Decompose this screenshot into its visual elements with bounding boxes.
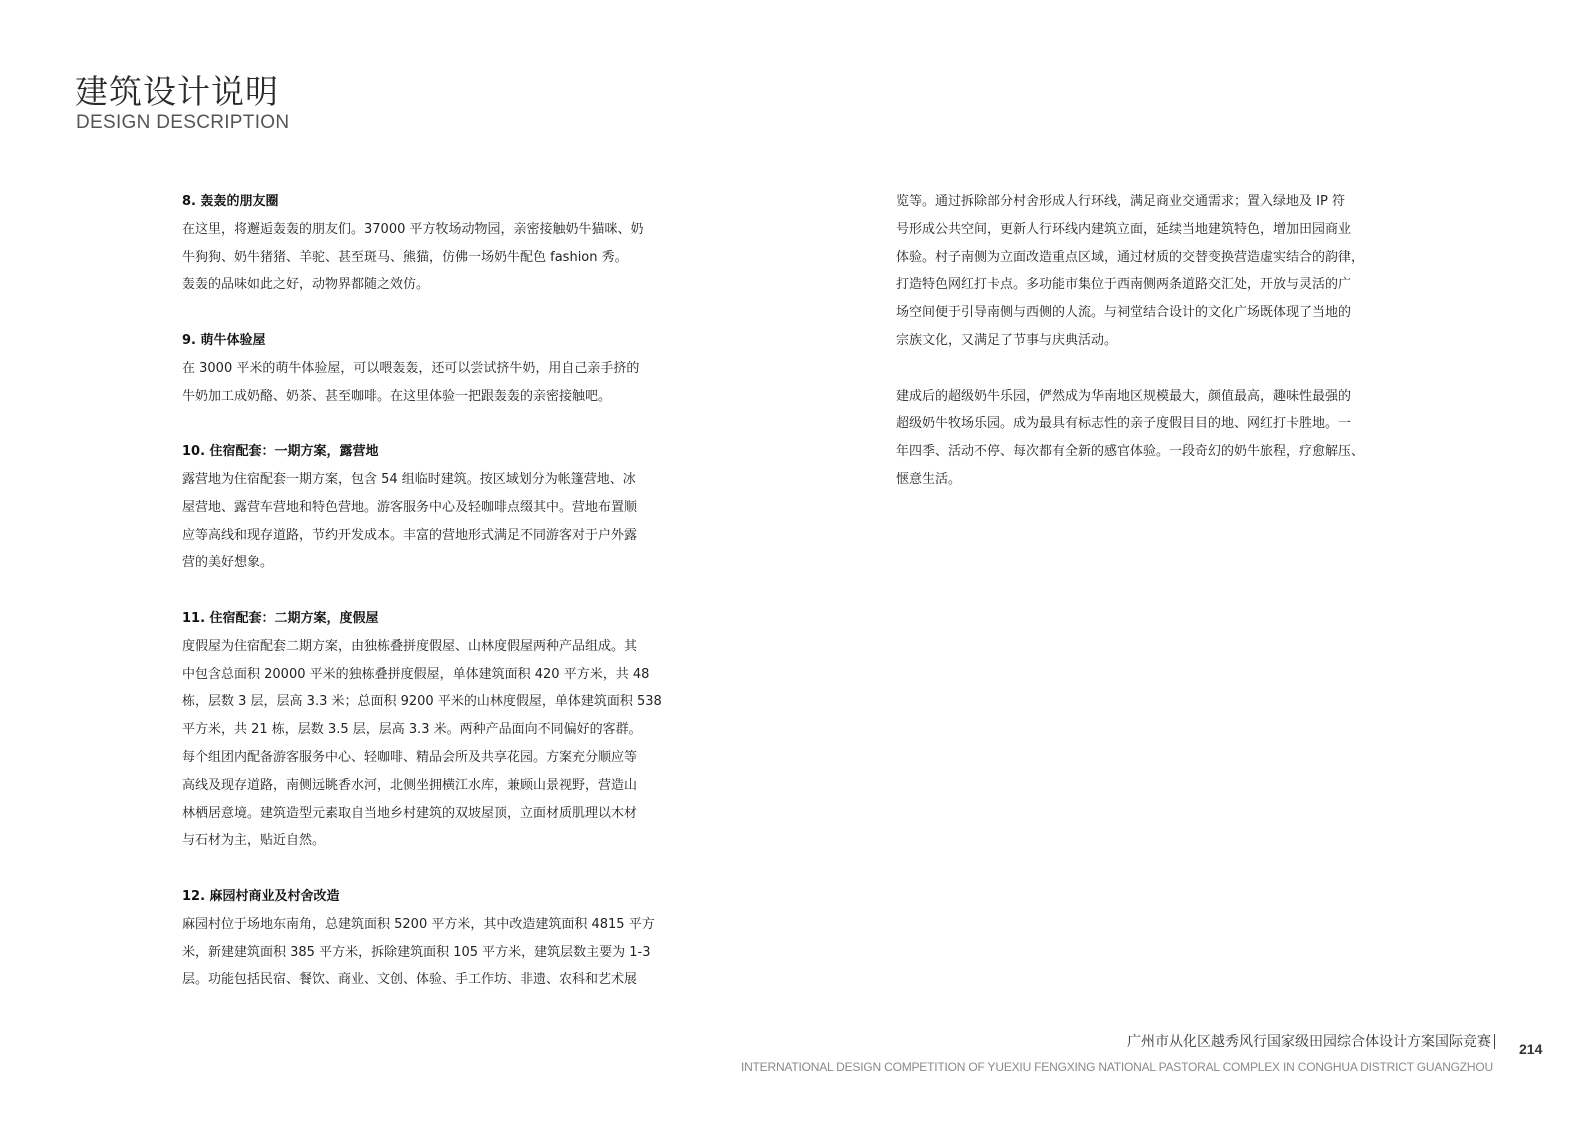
section-holiday-house xyxy=(182,605,682,855)
paragraph-line: 麻园村位于场地东南角，总建筑面积 5200 平方米，其中改造建筑面积 4815 平方 xyxy=(182,916,655,932)
paragraph-line: 号形成公共空间，更新人行环线内建筑立面，延续当地建筑特色，增加田园商业 xyxy=(896,221,1352,237)
section-cow-experience-house xyxy=(182,327,682,410)
right-text-column xyxy=(896,188,1396,522)
section-friends-circle xyxy=(182,188,682,299)
paragraph-line: 与石材为主，贴近自然。 xyxy=(182,833,326,849)
paragraph-line: 超级奶牛牧场乐园。成为最具有标志性的亲子度假目目的地、网红打卡胜地。一 xyxy=(896,416,1352,432)
paragraph-line: 览等。通过拆除部分村舍形成人行环线，满足商业交通需求；置入绿地及 IP 符 xyxy=(896,194,1345,209)
paragraph-line: 平方米，共 21 栋，层数 3.5 层，层高 3.3 米。两种产品面向不同偏好的客群。 xyxy=(182,722,642,738)
paragraph-line: 年四季、活动不停、每次都有全新的感官体验。一段奇幻的奶牛旅程，疗愈解压、 xyxy=(896,444,1365,460)
paragraph-line: 场空间便于引导南侧与西侧的人流。与祠堂结合设计的文化广场既体现了当地的 xyxy=(896,305,1352,321)
paragraph-line: 体验。村子南侧为立面改造重点区域，通过材质的交替变换营造虚实结合的韵律， xyxy=(896,249,1365,265)
paragraph-line: 度假屋为住宿配套二期方案，由独栋叠拼度假屋、山林度假屋两种产品组成。其 xyxy=(182,638,638,654)
paragraph-line: 建成后的超级奶牛乐园，俨然成为华南地区规模最大，颜值最高，趣味性最强的 xyxy=(896,388,1352,404)
paragraph-line: 宗族文化，又满足了节事与庆典活动。 xyxy=(896,332,1118,348)
paragraph-line: 在 3000 平米的萌牛体验屋，可以喂轰轰，还可以尝试挤牛奶，用自己亲手挤的 xyxy=(182,360,640,376)
paragraph-line: 栋，层数 3 层，层高 3.3 米；总面积 9200 平米的山林度假屋，单体建筑面积 538 xyxy=(182,694,662,710)
paragraph-line: 林栖居意境。建筑造型元素取自当地乡村建筑的双坡屋顶，立面材质肌理以木材 xyxy=(182,805,638,821)
paragraph-line: 中包含总面积 20000 平米的独栋叠拼度假屋，单体建筑面积 420 平方米，共 48 xyxy=(182,666,650,682)
footer-title-en: INTERNATIONAL DESIGN COMPETITION OF YUEXIU FENGXING NATIONAL PASTORAL COMPLEX IN CONGHUA DISTRICT GUANGZHOU xyxy=(740,1060,1493,1074)
paragraph-line: 营的美好想象。 xyxy=(182,555,274,571)
section-heading: 11. 住宿配套：二期方案，度假屋 xyxy=(182,610,379,626)
section-heading: 12. 麻园村商业及村舍改造 xyxy=(182,888,340,904)
section-heading: 10. 住宿配套：一期方案，露营地 xyxy=(182,444,379,460)
paragraph-line: 层。功能包括民宿、餐饮、商业、文创、体验、手工作坊、非遗、农科和艺术展 xyxy=(182,972,638,988)
page-subtitle: DESIGN DESCRIPTION xyxy=(76,112,290,133)
paragraph-line: 轰轰的品味如此之好，动物界都随之效仿。 xyxy=(182,277,430,293)
paragraph-line: 应等高线和现存道路，节约开发成本。丰富的营地形式满足不同游客对于户外露 xyxy=(182,527,638,543)
section-heading: 8. 轰轰的朋友圈 xyxy=(182,194,279,209)
paragraph-line: 露营地为住宿配套一期方案，包含 54 组临时建筑。按区域划分为帐篷营地、冰 xyxy=(182,471,636,487)
paragraph-line: 牛奶加工成奶酪、奶茶、甚至咖啡。在这里体验一把跟轰轰的亲密接触吧。 xyxy=(182,388,612,404)
paragraph-line: 每个组团内配备游客服务中心、轻咖啡、精品会所及共享花园。方案充分顺应等 xyxy=(182,749,638,765)
paragraph-line: 牛狗狗、奶牛猪猪、羊驼、甚至斑马、熊猫，仿佛一场奶牛配色 fashion 秀。 xyxy=(182,249,628,265)
section-heading: 9. 萌牛体验屋 xyxy=(182,332,266,348)
paragraph-line: 惬意生活。 xyxy=(896,471,962,487)
section-mayuan-village xyxy=(182,883,682,994)
page-number: 214 xyxy=(1519,1041,1543,1057)
footer-divider xyxy=(1494,1034,1495,1049)
left-text-column xyxy=(182,188,682,1022)
footer-title-cn: 广州市从化区越秀风行国家级田园综合体设计方案国际竞赛 xyxy=(1127,1034,1491,1050)
paragraph-line: 在这里，将邂逅轰轰的朋友们。37000 平方牧场动物园，亲密接触奶牛猫咪、奶 xyxy=(182,221,644,237)
paragraph-conclusion xyxy=(896,383,1396,494)
page-title: 建筑设计说明 xyxy=(75,72,279,111)
paragraph-line: 高线及现存道路，南侧远眺香水河，北侧坐拥横江水库，兼顾山景视野，营造山 xyxy=(182,777,638,793)
paragraph-village-continued xyxy=(896,188,1396,355)
section-campsite xyxy=(182,438,682,577)
paragraph-line: 屋营地、露营车营地和特色营地。游客服务中心及轻咖啡点缀其中。营地布置顺 xyxy=(182,499,638,515)
paragraph-line: 打造特色网红打卡点。多功能市集位于西南侧两条道路交汇处，开放与灵活的广 xyxy=(896,277,1352,293)
paragraph-line: 米，新建建筑面积 385 平方米，拆除建筑面积 105 平方米，建筑层数主要为 1-3 xyxy=(182,944,651,960)
